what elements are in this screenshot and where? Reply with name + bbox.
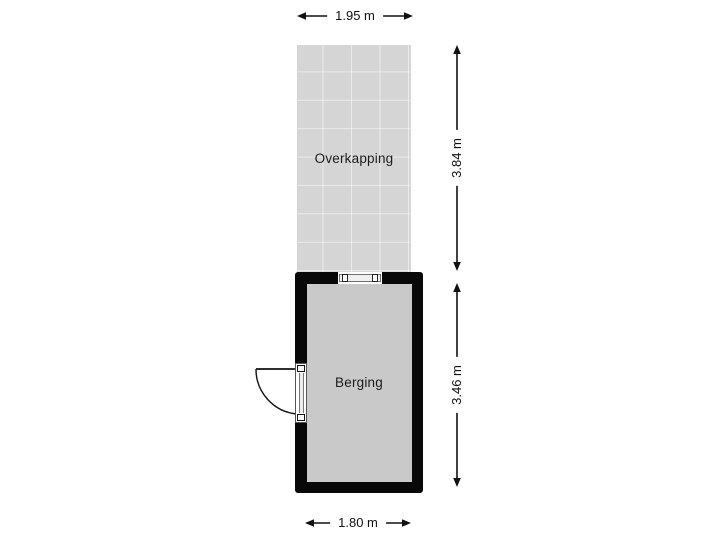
door-rail (299, 373, 304, 413)
door-icon (295, 363, 307, 423)
door-post-top (297, 365, 305, 372)
dimension-label-top: 1.95 m (327, 7, 383, 25)
room-label-overkapping: Overkapping (314, 151, 394, 166)
door-swing-arc (256, 369, 300, 414)
dimension-label-right-lower: 3.46 m (448, 357, 466, 413)
dimension-label-right-upper: 3.84 m (448, 130, 466, 186)
dimension-label-bottom: 1.80 m (330, 514, 386, 532)
room-label-berging: Berging (335, 375, 383, 390)
door-post-bottom (297, 414, 305, 421)
